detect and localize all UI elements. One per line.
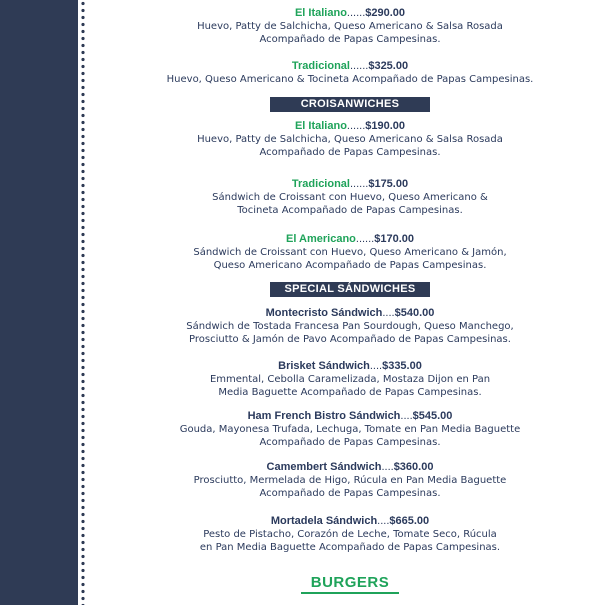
- item-separator: ....: [382, 307, 395, 319]
- item-separator: ....: [369, 360, 383, 372]
- item-price: $335.00: [382, 360, 422, 372]
- item-price: $325.00: [368, 60, 409, 72]
- item-desc-line: Emmental, Cebolla Caramelizada, Mostaza Dijon en Pan: [209, 374, 491, 385]
- item-desc-line: Acompañado de Papas Campesinas.: [259, 34, 441, 45]
- item-desc-line: Huevo, Queso Americano & Tocineta Acompañado de Papas Campesinas.: [166, 74, 534, 85]
- item-separator: ......: [346, 7, 366, 19]
- item-name: Camembert Sándwich: [266, 461, 382, 473]
- item-name: El Americano: [285, 233, 356, 245]
- item-desc-line: en Pan Media Baguette Acompañado de Papas Campesinas.: [199, 542, 501, 553]
- item-desc-line: Huevo, Patty de Salchicha, Queso Americano & Salsa Rosada: [197, 21, 503, 32]
- menu-item: [120, 360, 580, 399]
- cut-off-text: [260, 600, 440, 605]
- burgers-title: BURGERS: [301, 574, 400, 594]
- menu-item: [120, 120, 580, 159]
- item-name: El Italiano: [294, 7, 347, 19]
- item-name: El Italiano: [294, 120, 347, 132]
- item-desc-line: Sándwich de Tostada Francesa Pan Sourdough, Queso Manchego,: [186, 321, 514, 332]
- menu-page: [120, 0, 580, 605]
- item-desc-line: Media Baguette Acompañado de Papas Campesinas.: [218, 387, 482, 398]
- menu-item: [120, 461, 580, 500]
- item-price: $545.00: [412, 410, 453, 422]
- item-name: Montecristo Sándwich: [265, 307, 383, 319]
- menu-item: [120, 233, 580, 272]
- item-desc-line: Huevo, Patty de Salchicha, Queso Americano & Salsa Rosada: [197, 134, 503, 145]
- item-desc-line: Acompañado de Papas Campesinas.: [259, 488, 441, 499]
- item-price: $175.00: [368, 178, 409, 190]
- item-separator: ....: [377, 515, 390, 527]
- section-banner-croisanwiches: CROISANWICHES: [270, 97, 430, 112]
- item-price: $190.00: [365, 120, 406, 132]
- item-price: $290.00: [365, 7, 406, 19]
- item-desc-line: Pesto de Pistacho, Corazón de Leche, Tomate Seco, Rúcula: [203, 529, 497, 540]
- sidebar-band: [0, 0, 78, 605]
- item-separator: ......: [349, 60, 369, 72]
- menu-item: [120, 410, 580, 449]
- item-desc-line: Gouda, Mayonesa Trufada, Lechuga, Tomate en Pan Media Baguette: [179, 424, 521, 435]
- dotted-border: [80, 0, 86, 605]
- menu-item: [120, 307, 580, 346]
- item-desc-line: Sándwich de Croissant con Huevo, Queso Americano &: [212, 192, 488, 203]
- item-desc-line: Queso Americano Acompañado de Papas Campesinas.: [213, 260, 487, 271]
- item-separator: ......: [349, 178, 369, 190]
- item-price: $170.00: [374, 233, 414, 245]
- item-desc-line: Prosciutto & Jamón de Pavo Acompañado de Papas Campesinas.: [189, 334, 511, 345]
- item-desc-line: Tocineta Acompañado de Papas Campesinas.: [237, 205, 463, 216]
- item-separator: ....: [400, 410, 413, 422]
- menu-item: [120, 178, 580, 217]
- item-price: $540.00: [394, 307, 435, 319]
- item-name: Ham French Bistro Sándwich: [247, 410, 401, 422]
- item-desc-line: Prosciutto, Mermelada de Higo, Rúcula en Pan Media Baguette: [193, 475, 507, 486]
- menu-item: [120, 60, 580, 86]
- item-name: Brisket Sándwich: [278, 360, 370, 372]
- item-name: Mortadela Sándwich: [270, 515, 378, 527]
- item-name: Tradicional: [291, 60, 350, 72]
- menu-item: [120, 515, 580, 554]
- item-name: Tradicional: [291, 178, 350, 190]
- item-price: $360.00: [393, 461, 434, 473]
- section-heading-burgers: [120, 574, 580, 594]
- item-separator: ......: [346, 120, 366, 132]
- item-desc-line: Acompañado de Papas Campesinas.: [259, 437, 441, 448]
- item-price: $665.00: [389, 515, 430, 527]
- item-separator: ....: [381, 461, 394, 473]
- item-desc-line: Sándwich de Croissant con Huevo, Queso Americano & Jamón,: [193, 247, 507, 258]
- section-banner-special: SPECIAL SÁNDWICHES: [270, 282, 430, 297]
- menu-item: [120, 7, 580, 46]
- item-separator: ......: [355, 233, 375, 245]
- item-desc-line: Acompañado de Papas Campesinas.: [259, 147, 441, 158]
